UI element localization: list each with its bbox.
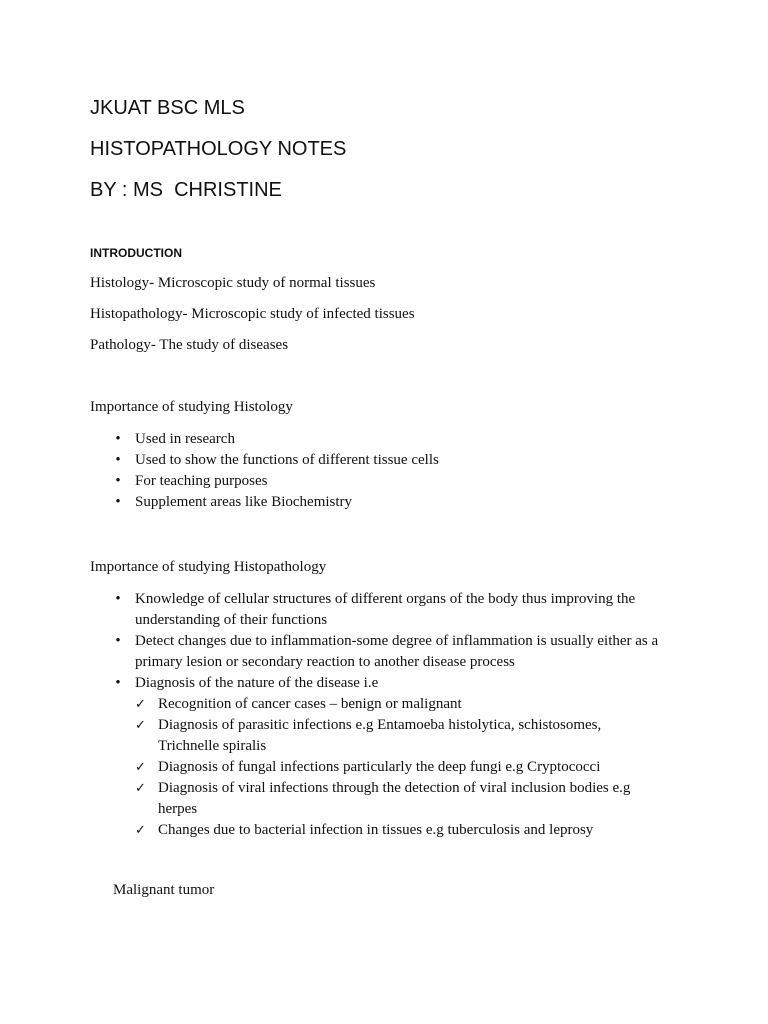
list-item-text: Used to show the functions of different tissue cells xyxy=(135,452,439,468)
sublist-item xyxy=(135,778,658,820)
bullet-icon: • xyxy=(115,452,121,468)
checkmark-icon: ✓ xyxy=(135,823,146,838)
sublist-item xyxy=(135,757,658,778)
sublist-item-text: Diagnosis of parasitic infections e.g Entamoeba histolytica, schistosomes, Trichnelle spiralis xyxy=(158,717,602,754)
document-title-line-1: JKUAT BSC MLS xyxy=(90,97,245,119)
histology-importance-list xyxy=(90,429,680,513)
list-item xyxy=(90,471,680,492)
histopathology-importance-list xyxy=(90,589,680,841)
list-item xyxy=(90,492,680,513)
sublist-item-text: Diagnosis of fungal infections particularly the deep fungi e.g Cryptococci xyxy=(158,759,601,775)
checkmark-icon: ✓ xyxy=(135,718,146,733)
list-item xyxy=(90,429,680,450)
bullet-icon: • xyxy=(115,633,121,649)
sublist-item xyxy=(135,694,658,715)
introduction-heading: INTRODUCTION xyxy=(90,246,182,260)
bullet-icon: • xyxy=(115,473,121,489)
list-item-text: Supplement areas like Biochemistry xyxy=(135,494,353,510)
document-author-line: BY : MS CHRISTINE xyxy=(90,179,282,201)
bullet-icon: • xyxy=(115,494,121,510)
list-item-text: Knowledge of cellular structures of different organs of the body thus improving the understanding of their functions xyxy=(135,591,636,628)
list-item xyxy=(90,673,680,841)
checkmark-icon: ✓ xyxy=(135,760,146,775)
list-item-text: Detect changes due to inflammation-some degree of inflammation is usually either as a primary lesion or secondary reaction to another disease process xyxy=(135,633,659,670)
checkmark-icon: ✓ xyxy=(135,781,146,796)
sublist-item-text: Diagnosis of viral infections through the detection of viral inclusion bodies e.g herpes xyxy=(158,780,631,817)
histopathology-importance-title: Importance of studying Histopathology xyxy=(90,559,327,575)
histology-importance-title: Importance of studying Histology xyxy=(90,399,293,415)
list-item xyxy=(90,631,680,673)
list-item-text: Used in research xyxy=(135,431,235,447)
document-title-line-2: HISTOPATHOLOGY NOTES xyxy=(90,138,347,160)
bullet-icon: • xyxy=(115,591,121,607)
sublist-item xyxy=(135,715,658,757)
definition-histopathology: Histopathology- Microscopic study of infected tissues xyxy=(90,306,415,322)
bullet-icon: • xyxy=(115,675,121,691)
sublist-item-text: Recognition of cancer cases – benign or malignant xyxy=(158,696,462,712)
list-item xyxy=(90,589,680,631)
list-item-text: For teaching purposes xyxy=(135,473,268,489)
definition-histology: Histology- Microscopic study of normal tissues xyxy=(90,275,376,291)
checkmark-icon: ✓ xyxy=(135,697,146,712)
bullet-icon: • xyxy=(115,431,121,447)
sublist-item xyxy=(135,820,658,841)
sublist-item-text: Changes due to bacterial infection in tissues e.g tuberculosis and leprosy xyxy=(158,822,594,838)
list-item-text: Diagnosis of the nature of the disease i.e xyxy=(135,675,379,691)
definition-pathology: Pathology- The study of diseases xyxy=(90,337,289,353)
diagnosis-sublist xyxy=(135,694,680,841)
malignant-tumor-heading: Malignant tumor xyxy=(113,882,215,898)
list-item xyxy=(90,450,680,471)
